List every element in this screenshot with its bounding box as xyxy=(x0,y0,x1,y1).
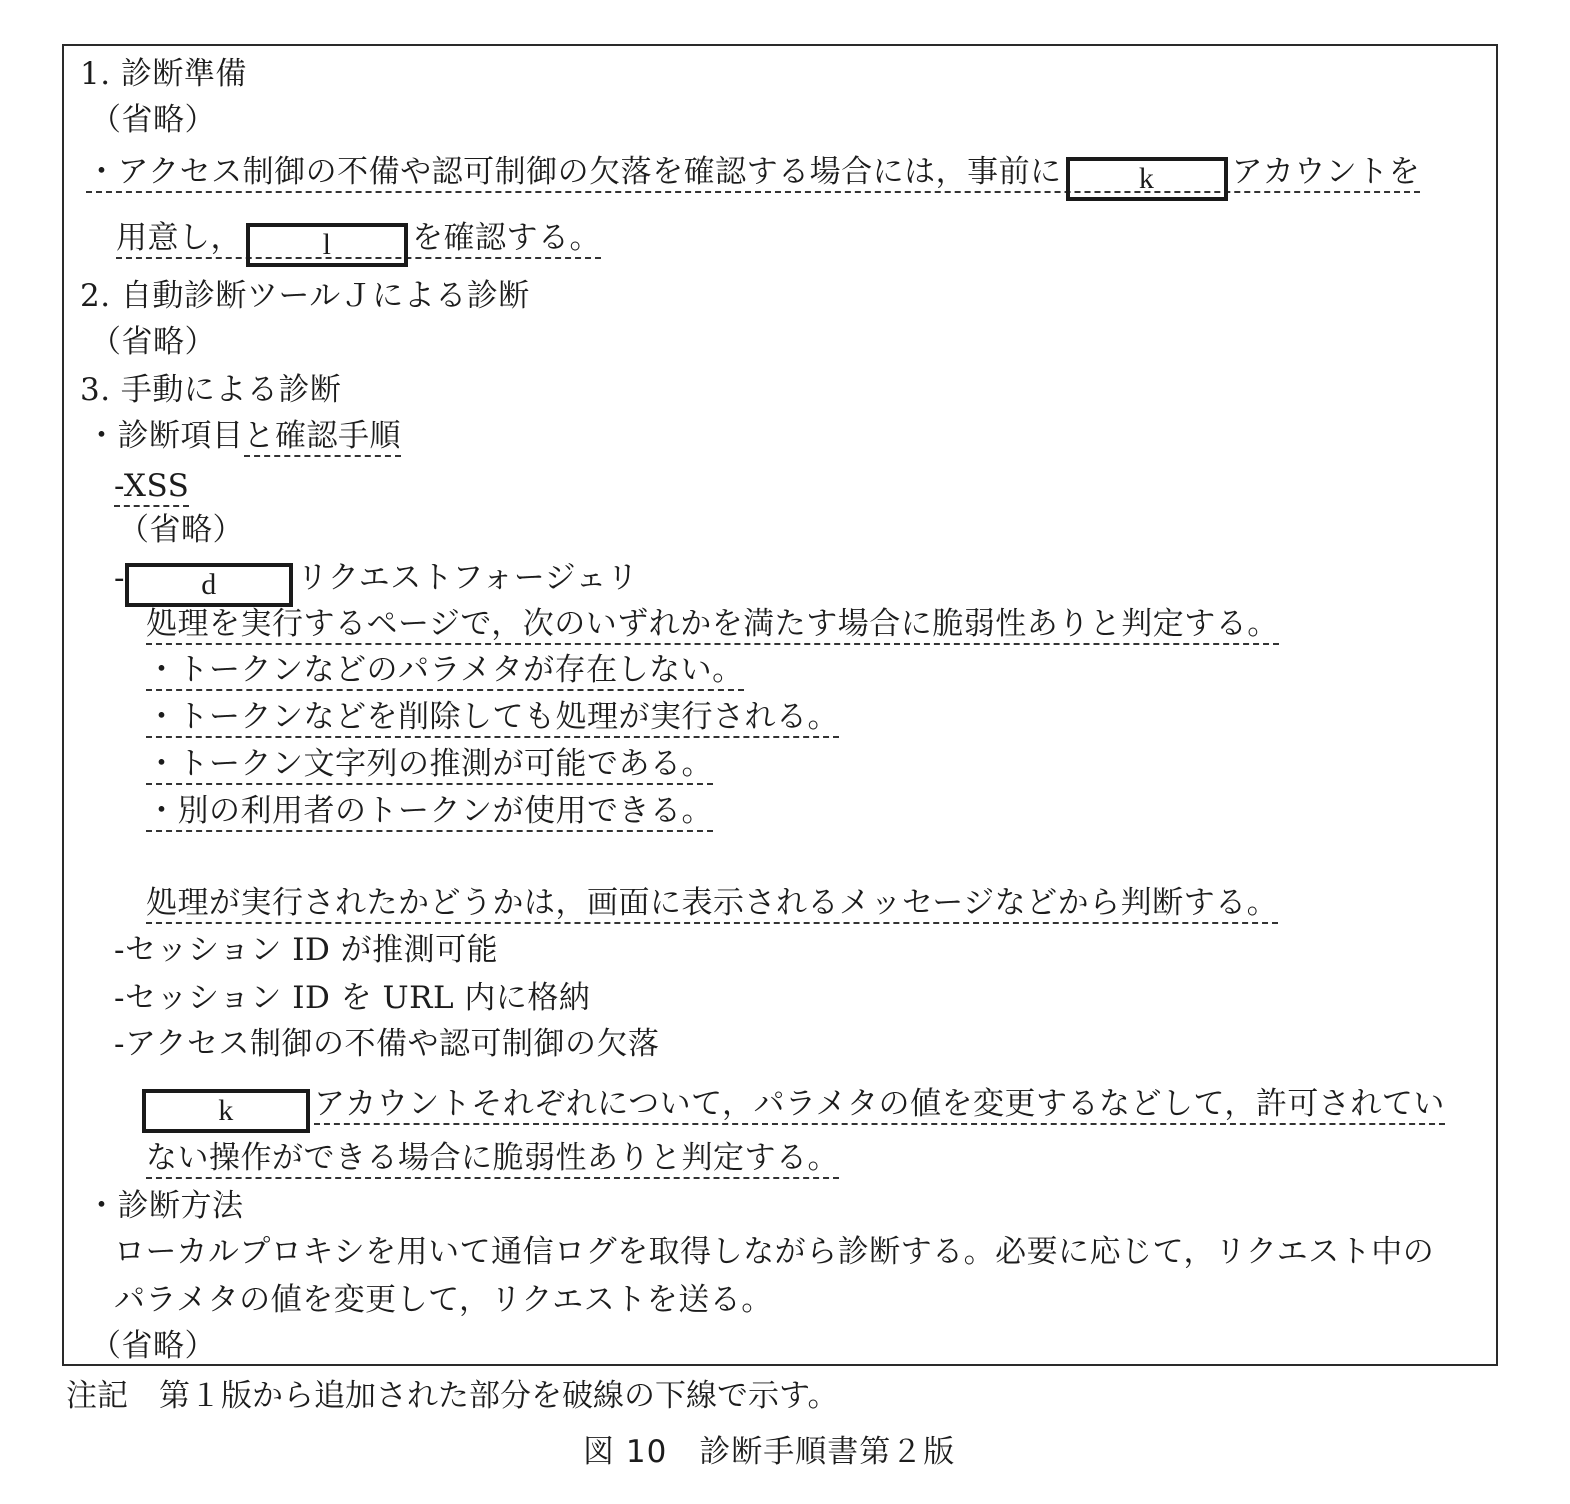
sec3-heading: 3. 手動による診断 xyxy=(80,372,342,408)
blank-l-box: l xyxy=(246,223,408,267)
xss-item: -XSS xyxy=(114,466,189,506)
session-guess-item: -セッション ID が推測可能 xyxy=(114,932,499,968)
method-desc-2: パラメタの値を変更して，リクエストを送る。 xyxy=(114,1282,773,1318)
sec3-omitted: （省略） xyxy=(90,1328,216,1364)
sec2-omitted: （省略） xyxy=(90,324,216,360)
access-desc-2: ない操作ができる場合に脆弱性ありと判定する。 xyxy=(146,1138,839,1178)
method-heading: ・診断方法 xyxy=(86,1188,244,1224)
csrf-cond-3: ・トークン文字列の推測が可能である。 xyxy=(146,744,713,784)
xss-omitted: （省略） xyxy=(118,512,244,548)
csrf-item: - d リクエストフォージェリ xyxy=(114,558,639,607)
csrf-desc: 処理を実行するページで，次のいずれかを満たす場合に脆弱性ありと判定する。 xyxy=(146,604,1279,644)
figure-note: 注記 第１版から追加された部分を破線の下線で示す。 xyxy=(66,1378,839,1414)
sec1-heading: 1. 診断準備 xyxy=(80,56,247,92)
blank-d-box: d xyxy=(125,563,293,607)
blank-k2-box: k xyxy=(142,1089,310,1133)
figure-caption: 図 10 診断手順書第２版 xyxy=(583,1434,956,1470)
csrf-cond-2: ・トークンなどを削除しても処理が実行される。 xyxy=(146,697,839,737)
blank-k-box: k xyxy=(1066,157,1228,201)
method-desc-1: ローカルプロキシを用いて通信ログを取得しながら診断する。必要に応じて，リクエスト中の xyxy=(114,1234,1435,1270)
session-url-item: -セッション ID を URL 内に格納 xyxy=(114,980,591,1016)
access-desc-1: k アカウントそれぞれについて，パラメタの値を変更するなどして，許可されてい xyxy=(142,1084,1445,1133)
sec1-line2-underlined: 用意し， l を確認する。 xyxy=(116,220,601,259)
csrf-judge: 処理が実行されたかどうかは，画面に表示されるメッセージなどから判断する。 xyxy=(146,883,1278,923)
access-control-item: -アクセス制御の不備や認可制御の欠落 xyxy=(114,1026,660,1062)
sec1-line1-underlined: ・アクセス制御の不備や認可制御の欠落を確認する場合には，事前に k アカウントを xyxy=(86,154,1420,193)
sec2-heading: 2. 自動診断ツールＪによる診断 xyxy=(80,278,530,314)
sec1-line2 xyxy=(116,218,601,267)
sec1-line1 xyxy=(86,152,1420,201)
sec3-items-heading: ・診断項目と確認手順 xyxy=(86,416,401,456)
csrf-cond-4: ・別の利用者のトークンが使用できる。 xyxy=(146,791,713,831)
sec1-omitted: （省略） xyxy=(90,102,216,138)
csrf-cond-1: ・トークンなどのパラメタが存在しない。 xyxy=(146,650,744,690)
